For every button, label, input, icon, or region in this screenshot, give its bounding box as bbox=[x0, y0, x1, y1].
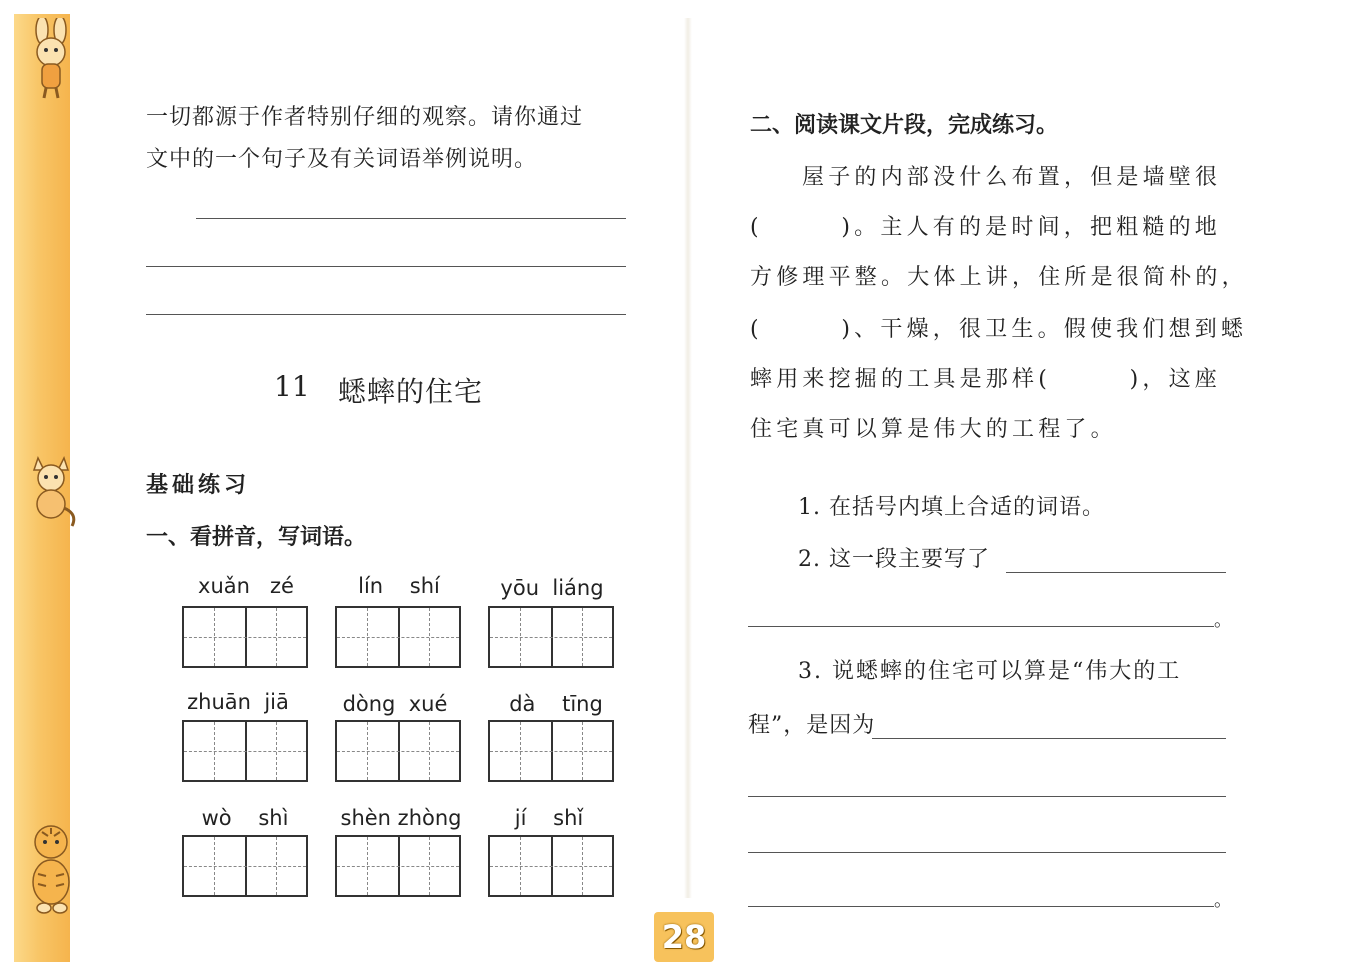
pinyin-label: dòng xué bbox=[342, 692, 448, 716]
answer-line[interactable] bbox=[748, 852, 1226, 853]
passage-line: 住宅真可以算是伟大的工程了。 bbox=[750, 417, 1117, 442]
writing-grid[interactable] bbox=[335, 720, 461, 782]
pinyin-label: jí shǐ bbox=[514, 806, 584, 830]
question-2: 2. 这一段主要写了 bbox=[798, 547, 990, 572]
writing-grid[interactable] bbox=[335, 835, 461, 897]
page-number-badge: 28 bbox=[654, 912, 714, 962]
tiger-mascot-icon bbox=[20, 812, 82, 922]
writing-grid[interactable] bbox=[182, 720, 308, 782]
exercise2-title: 二、阅读课文片段，完成练习。 bbox=[750, 113, 1059, 138]
answer-line[interactable] bbox=[196, 218, 626, 219]
pinyin-label: shèn zhòng bbox=[340, 806, 462, 830]
pinyin-label: zhuān jiā bbox=[187, 690, 289, 714]
writing-grid[interactable] bbox=[182, 835, 308, 897]
passage-line: ( )。主人有的是时间，把粗糙的地 bbox=[750, 215, 1221, 240]
answer-line[interactable] bbox=[146, 266, 626, 267]
passage-line: 方修理平整。大体上讲，住所是很简朴的， bbox=[750, 265, 1248, 290]
period-mark: 。 bbox=[1214, 610, 1232, 631]
pinyin-label: wò shì bbox=[201, 806, 289, 830]
lesson-title: 蟋蟀的住宅 bbox=[338, 375, 484, 408]
question-1: 1. 在括号内填上合适的词语。 bbox=[798, 495, 1105, 520]
lesson-number: 11 bbox=[274, 370, 310, 403]
book-fold bbox=[684, 18, 692, 898]
pinyin-label: xuǎn zé bbox=[198, 574, 294, 598]
passage-line: 蟀用来挖掘的工具是那样( )，这座 bbox=[750, 367, 1221, 392]
pinyin-label: yōu liáng bbox=[500, 576, 604, 600]
answer-line[interactable] bbox=[872, 738, 1226, 739]
question-3-line-2: 程”，是因为 bbox=[748, 713, 876, 738]
intro-line-2: 文中的一个句子及有关词语举例说明。 bbox=[146, 147, 538, 172]
answer-line[interactable] bbox=[748, 796, 1226, 797]
writing-grid[interactable] bbox=[488, 606, 614, 668]
passage-line: ( )、干燥，很卫生。假使我们想到蟋 bbox=[750, 317, 1248, 342]
answer-line[interactable] bbox=[748, 626, 1214, 627]
answer-line[interactable] bbox=[146, 314, 626, 315]
answer-line[interactable] bbox=[748, 906, 1214, 907]
pinyin-label: lín shí bbox=[358, 574, 440, 598]
question-3-line-1: 3. 说蟋蟀的住宅可以算是“伟大的工 bbox=[798, 659, 1182, 684]
period-mark: 。 bbox=[1214, 890, 1232, 911]
section-title: 基础练习 bbox=[146, 473, 251, 498]
cat-mascot-icon bbox=[20, 448, 82, 530]
intro-line-1: 一切都源于作者特别仔细的观察。请你通过 bbox=[146, 105, 584, 130]
pinyin-label: dà tīng bbox=[509, 692, 603, 716]
rabbit-mascot-icon bbox=[20, 18, 82, 100]
exercise1-title: 一、看拼音，写词语。 bbox=[146, 525, 367, 550]
answer-line[interactable] bbox=[1006, 572, 1226, 573]
writing-grid[interactable] bbox=[335, 606, 461, 668]
writing-grid[interactable] bbox=[488, 720, 614, 782]
writing-grid[interactable] bbox=[182, 606, 308, 668]
writing-grid[interactable] bbox=[488, 835, 614, 897]
passage-line: 屋子的内部没什么布置，但是墙壁很 bbox=[802, 165, 1222, 190]
